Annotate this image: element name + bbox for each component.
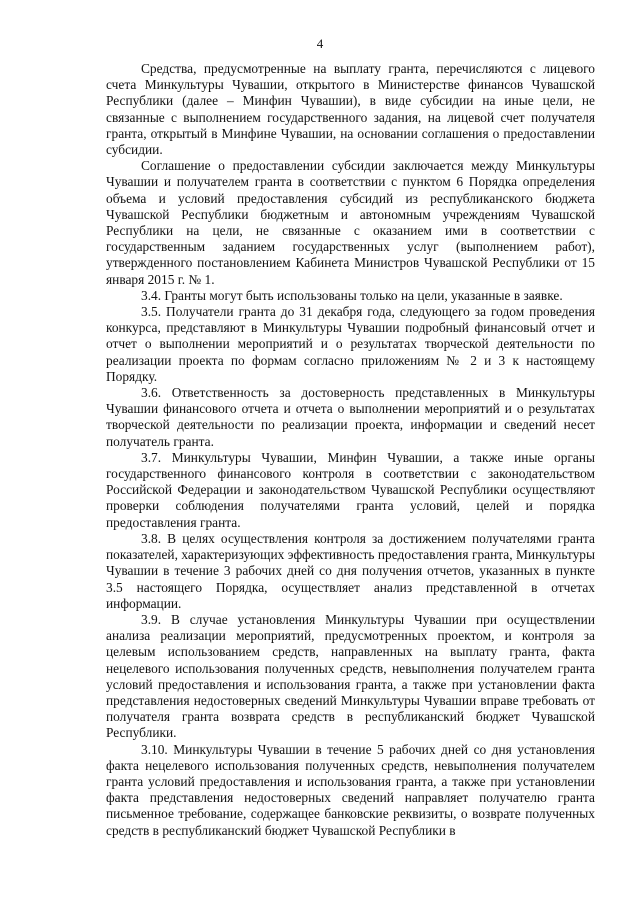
document-body <box>106 61 595 839</box>
paragraph-3-8: 3.8. В целях осуществления контроля за достижением получателями гранта показателей, характеризующих эффективность предоставления гранта, Минкультуры Чувашии в течение 3 рабочих дней со дня получения отчетов, указанных в пункте 3.5 настоящего Порядка, осуществляет анализ представленной в отчетах информации. <box>106 530 595 611</box>
paragraph-3-4: 3.4. Гранты могут быть использованы только на цели, указанные в заявке. <box>141 287 563 303</box>
paragraph-3-5: 3.5. Получатели гранта до 31 декабря года, следующего за годом проведения конкурса, представляют в Минкультуры Чувашии подробный финансовый отчет и отчет о выполнении мероприятий и о результатах творческой деятельности по реализации проекта по формам согласно приложениям № 2 и 3 к настоящему Порядку. <box>106 304 595 384</box>
paragraph-3-10: 3.10. Минкультуры Чувашии в течение 5 рабочих дней со дня установления факта нецелевого использования полученных средств, невыполнения получателем гранта условий предоставления и использования гранта, а также при установлении факта представления недостоверных сведений направляет получателю гранта письменное требование, содержащее банковские реквизиты, о возврате полученных средств в республиканский бюджет Чувашской Республики в <box>106 741 595 838</box>
page-number: 4 <box>316 36 324 51</box>
paragraph-funds-transfer: Средства, предусмотренные на выплату гранта, перечисляются с лицевого счета Минкультуры Чувашии, открытого в Министерстве финансов Чувашской Республики (далее – Минфин Чувашии), в виде субсидии на иные цели, не связанные с выполнением государственного задания, на лицевой счет получателя гранта, открытый в Минфине Чувашии, на основании соглашения о предоставлении субсидии. <box>106 61 595 158</box>
paragraph-3-6: 3.6. Ответственность за достоверность представленных в Минкультуры Чувашии финансового отчета и отчета о выполнении мероприятий и о результатах творческой деятельности по реализации проекта, информации и сведений несет получатель гранта. <box>106 385 595 449</box>
paragraph-3-9: 3.9. В случае установления Минкультуры Чувашии при осуществлении анализа реализации мероприятий, предусмотренных проектом, и контроля за целевым использованием средств, направленных на выплату гранта, факта нецелевого использования полученных средств, невыполнения получателем гранта условий предоставления и использования гранта, а также при установлении факта представления недостоверных сведений Минкультуры Чувашии вправе требовать от получателя гранта возврата средств в республиканский бюджет Чувашской Республики. <box>106 611 595 741</box>
paragraph-3-7: 3.7. Минкультуры Чувашии, Минфин Чувашии, а также иные органы государственного финансового контроля в соответствии с законодательством Российской Федерации и законодательством Чувашской Республики осуществляют проверки соблюдения получателями гранта условий, целей и порядка предоставления гранта. <box>106 449 595 530</box>
paragraph-subsidy-agreement: Соглашение о предоставлении субсидии заключается между Минкультуры Чувашии и получателем гранта в соответствии с пунктом 6 Порядка определения объема и условий предоставления субсидий из республиканского бюджета Чувашской Республики бюджетным и автономным учреждениям Чувашской Республики на цели, не связанные с оказанием ими в соответствии с государственным заданием государственных услуг (выполнением работ), утвержденного постановлением Кабинета Министров Чувашской Республики от 15 января 2015 г. № 1. <box>106 158 595 287</box>
